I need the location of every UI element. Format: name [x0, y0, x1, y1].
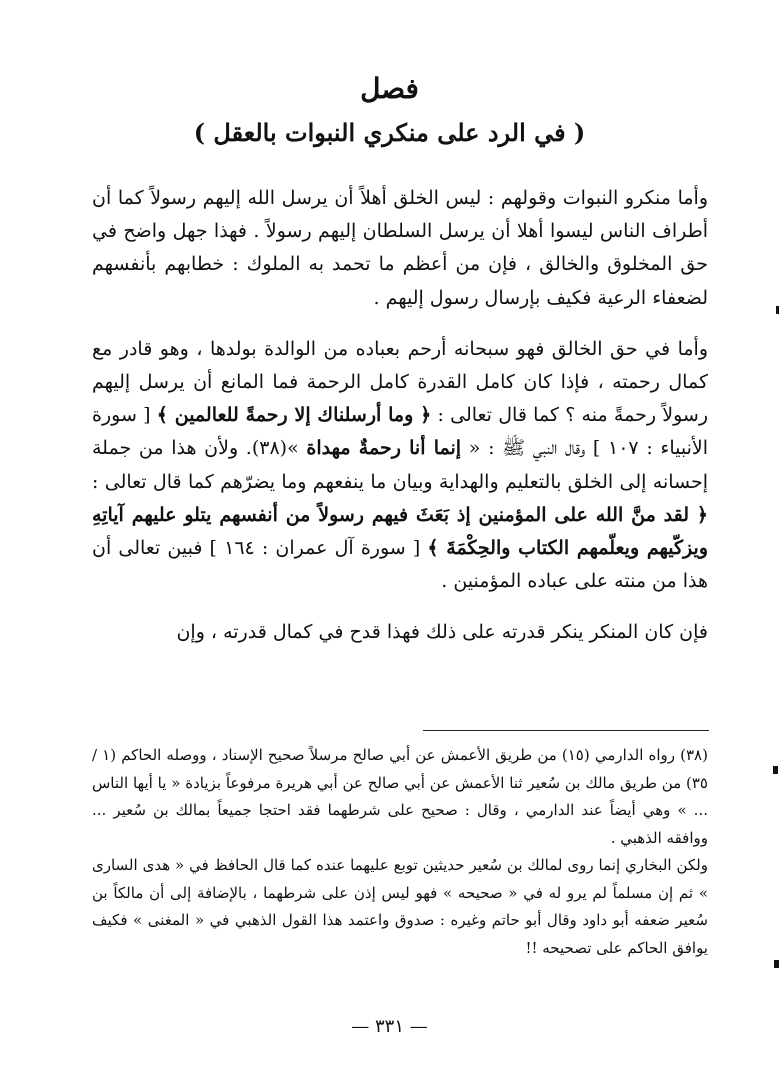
footnotes [92, 742, 708, 962]
scan-mark [773, 766, 778, 774]
chapter-subtitle: ( في الرد على منكري النبوات بالعقل ) [193, 118, 586, 147]
paragraph-1: وأما منكرو النبوات وقولهم : ليس الخلق أهلاً أن يرسل الله إليهم رسولاً كما أن أطراف الناس ليسوا أهلا أن يرسل السلطان إليهم رسولاً . فهذا جهل واضح في حق المخلوق والخالق ، فإن من أعظم ما تحمد به الملوك : خطابهم بأنفسهم لضعفاء الرعية فكيف بإرسال رسول إليهم . [92, 187, 708, 309]
paragraph-2-part-b: [ سورة الأنبياء : ١٠٧ ] وقال النبي ﷺ : « [92, 404, 708, 460]
page-number: — ٣٣١ — [351, 1016, 428, 1037]
quran-verse-2: ﴿ لقد منَّ الله على المؤمنين إذ بَعَثَ فيهم رسولاً من أنفسهم يتلو عليهم آياتِهِ ويزكّيهم ويعلّمهم الكتاب والحِكْمَةَ ﴾ [92, 503, 708, 560]
footnote-38: (٣٨) رواه الدارمي (١٥) من طريق الأعمش عن أبي صالح مرسلاً صحيح الإسناد ، ووصله الحاكم (١ / ٣٥) من طريق مالك بن سُعير ثنا الأعمش عن أبي صالح عن أبي هريرة مرفوعاً بزيادة « يا أيها الناس ... » وهي أيضاً عند الدارمي ، وقال : صحيح على شرطهما فقد احتجا جميعاً بمالك بن سُعير ... ووافقه الذهبي . [92, 746, 708, 847]
scan-mark [774, 960, 779, 968]
paragraph-2-part-c: »(٣٨). ولأن هذا من جملة إحسانه إلى الخلق بالتعليم والهداية وبيان ما ينفعهم وما يضرّهم كما قال تعالى : [92, 437, 708, 493]
paragraph-2-part-a: وأما في حق الخالق فهو سبحانه أرحم بعباده من الوالدة بولدها ، وهو قادر مع كمال رحمته ، فإذا كان كامل القدرة كامل الرحمة فما المانع أن يرسل إليهم رسولاً رحمةً منه ؟ كما قال تعالى : [92, 337, 708, 427]
paragraph-2-part-d: [ سورة آل عمران : ١٦٤ ] فبين تعالى أن هذا من منته على عباده المؤمنين . [92, 537, 708, 593]
hadith-quote: إنما أنا رحمةٌ مهداة [306, 437, 462, 460]
footnote-38-continued: ولكن البخاري إنما روى لمالك بن سُعير حديثين توبع عليهما عنده كما قال الحافظ في « هدى السارى » ثم إن مسلماً لم يرو له في « صحيحه » فهو ليس إذن على شرطهما ، بالإضافة إلى أن مالكاً بن سُعير ضعفه أبو داود وقال أبو حاتم وغيره : صدوق واعتمد هذا القول الذهبي في « المغنى » فكيف يوافق الحاكم على تصحيحه !! [92, 856, 708, 957]
chapter-title: فصل [360, 72, 419, 105]
main-text [92, 182, 708, 668]
quran-verse-1: ﴿ وما أرسلناك إلا رحمةً للعالمين ﴾ [156, 404, 432, 427]
paragraph-2 [92, 333, 708, 599]
paragraph-3: فإن كان المنكر ينكر قدرته على ذلك فهذا قدح في كمال قدرته ، وإن [176, 621, 708, 644]
footnote-separator [423, 730, 709, 731]
